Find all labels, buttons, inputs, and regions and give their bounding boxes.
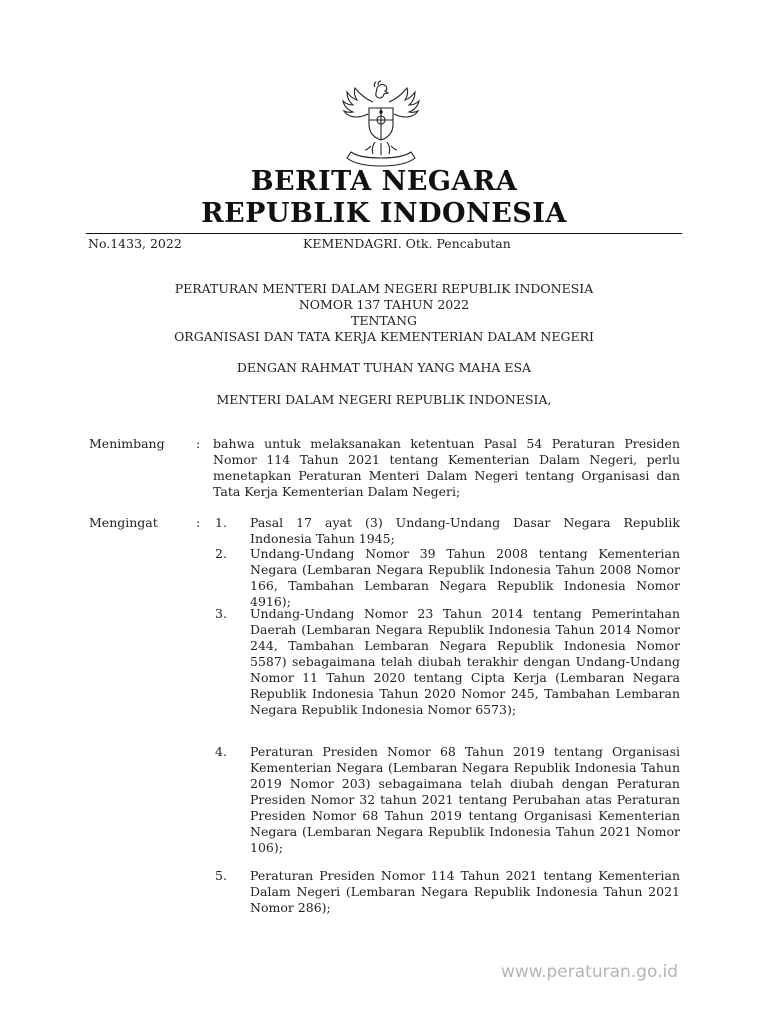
issuing-authority: MENTERI DALAM NEGERI REPUBLIK INDONESIA, <box>216 392 552 407</box>
gazette-title-line2: REPUBLIK INDONESIA <box>201 198 567 229</box>
mengingat-item-number: 3. <box>215 606 227 621</box>
regulation-subject: ORGANISASI DAN TATA KERJA KEMENTERIAN DALAM NEGERI <box>174 329 594 344</box>
header-divider <box>86 233 682 234</box>
preamble-invocation: DENGAN RAHMAT TUHAN YANG MAHA ESA <box>236 360 532 375</box>
mengingat-item-text: Undang-Undang Nomor 39 Tahun 2008 tentang Kementerian Negara (Lembaran Negara Republik Indonesia Tahun 2008 Nomor 166, Tambahan Lembaran Negara Republik Indonesia Nomor 4916); <box>250 546 680 609</box>
regulation-about: TENTANG <box>350 313 417 328</box>
mengingat-item-number: 5. <box>215 868 227 883</box>
mengingat-item-text: Peraturan Presiden Nomor 114 Tahun 2021 tentang Kementerian Dalam Negeri (Lembaran Negara Republik Indonesia Tahun 2021 Nomor 286); <box>250 868 680 915</box>
mengingat-colon: : <box>196 515 201 530</box>
regulation-number: NOMOR 137 TAHUN 2022 <box>298 297 470 312</box>
mengingat-item-number: 4. <box>215 744 227 759</box>
mengingat-item-text: Pasal 17 ayat (3) Undang-Undang Dasar Negara Republik Indonesia Tahun 1945; <box>250 515 680 546</box>
mengingat-item-number: 2. <box>215 546 227 561</box>
gazette-institution: KEMENDAGRI. Otk. Pencabutan <box>303 236 511 251</box>
mengingat-label: Mengingat <box>89 515 158 530</box>
mengingat-item-text: Undang-Undang Nomor 23 Tahun 2014 tentang Pemerintahan Daerah (Lembaran Negara Republik Indonesia Tahun 2014 Nomor 244, Tambahan Lembaran Negara Republik Indonesia Nomor 5587) sebagaimana telah diubah terakhir dengan Undang-Undang Nomor 11 Tahun 2020 tentang Cipta Kerja (Lembaran Negara Republik Indonesia Tahun 2020 Nomor 245, Tambahan Lembaran Negara Republik Indonesia Nomor 6573); <box>250 606 680 717</box>
menimbang-colon: : <box>196 436 201 451</box>
regulation-title: PERATURAN MENTERI DALAM NEGERI REPUBLIK INDONESIA <box>174 281 594 296</box>
garuda-emblem-icon <box>331 80 431 168</box>
gazette-title-line1: BERITA NEGARA <box>250 166 518 197</box>
mengingat-item-number: 1. <box>215 515 227 530</box>
menimbang-label: Menimbang <box>89 436 165 451</box>
source-watermark-link[interactable]: www.peraturan.go.id <box>500 962 678 982</box>
menimbang-text: bahwa untuk melaksanakan ketentuan Pasal 54 Peraturan Presiden Nomor 114 Tahun 2021 tentang Kementerian Dalam Negeri, perlu menetapkan Peraturan Menteri Dalam Negeri tentang Organisasi dan Tata Kerja Kementerian Dalam Negeri; <box>213 436 680 499</box>
mengingat-item-text: Peraturan Presiden Nomor 68 Tahun 2019 tentang Organisasi Kementerian Negara (Lembaran Negara Republik Indonesia Tahun 2019 Nomor 203) sebagaimana telah diubah dengan Peraturan Presiden Nomor 32 tahun 2021 tentang Perubahan atas Peraturan Presiden Nomor 68 Tahun 2019 tentang Organisasi Kementerian Negara (Lembaran Negara Republik Indonesia Tahun 2021 Nomor 106); <box>250 744 680 855</box>
gazette-number: No.1433, 2022 <box>88 236 182 251</box>
